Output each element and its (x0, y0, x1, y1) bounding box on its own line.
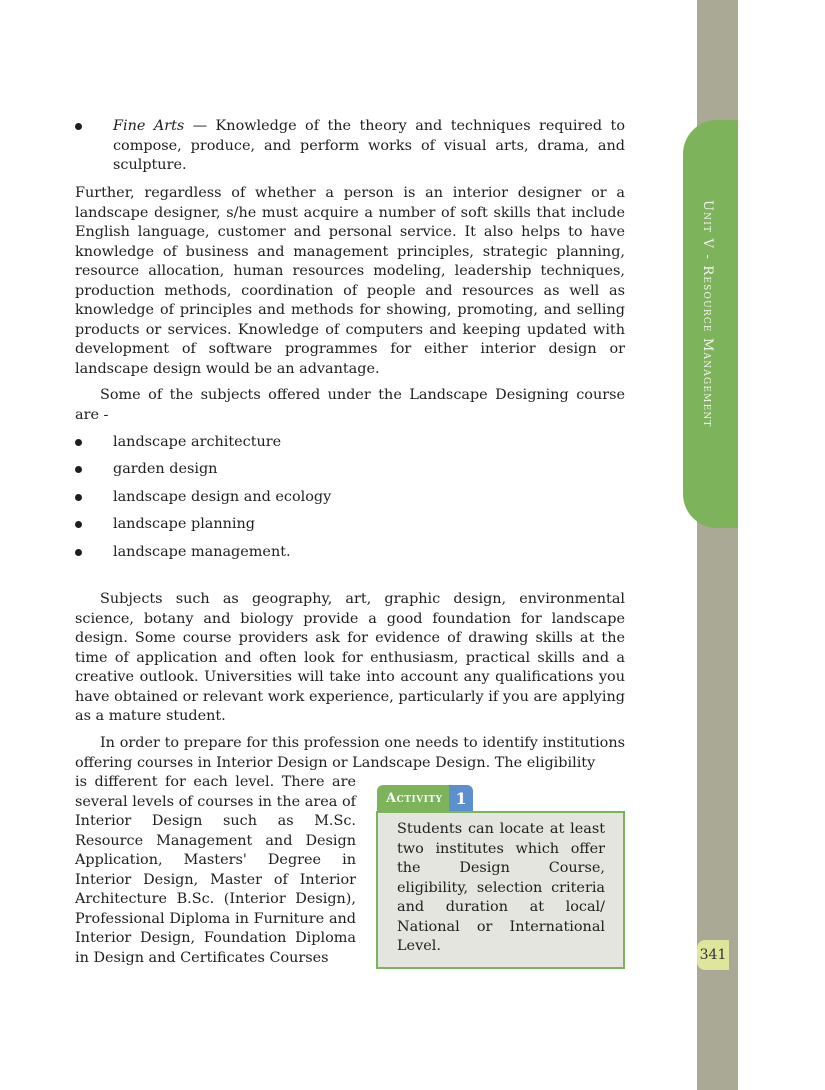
activity-label: Activity (377, 785, 449, 812)
unit-label: Unit V - Resource Management (700, 200, 715, 428)
paragraph: Some of the subjects offered under the Landscape Designing course are - (75, 387, 625, 423)
list-item-text: landscape planning (113, 516, 256, 532)
term: Fine Arts (113, 118, 185, 134)
bullet-icon (75, 549, 82, 556)
bullet-icon (75, 521, 82, 528)
bullet-text (113, 117, 625, 176)
list-item-text: landscape design and ecology (113, 489, 332, 505)
paragraph-continued: is different for each level. There are several levels of courses in the area of Interior Design such as M.Sc. Resource Management and Design Application, Masters' Degree in Interior Design, Master of Interior Architecture B.Sc. (Interior Design), Professional Diploma in Furniture and Interior Design, Foundation Diploma in Design and Certificates Courses (75, 774, 356, 966)
paragraph: In order to prepare for this profession one needs to identify institutions offering courses in Interior Design or Landscape Design. The eligibility (75, 735, 625, 771)
activity-number: 1 (449, 785, 472, 812)
activity-text: Students can locate at least two institutes which offer the Design Course, eligibility, selection criteria and duration at local/ National or International Level. (397, 821, 605, 954)
activity-tag (377, 785, 473, 812)
term-description: — Knowledge of the theory and techniques required to compose, produce, and perform works of visual arts, drama, and sculpture. (113, 118, 625, 173)
page-number: 341 (697, 940, 729, 970)
paragraph: Subjects such as geography, art, graphic design, environmental science, botany and biology provide a good foundation for landscape design. Some course providers ask for evidence of drawing skills at the time of application and often look for enthusiasm, practical skills and a creative outlook. Universities will take into account any qualifications you have obtained or relevant work experience, particularly if you are applying as a mature student. (75, 591, 625, 724)
list-item-text: landscape architecture (113, 434, 282, 450)
bullet-icon (75, 494, 82, 501)
bullet-icon (75, 439, 82, 446)
bullet-icon (75, 123, 82, 130)
list-item-text: landscape management. (113, 544, 291, 560)
paragraph: Further, regardless of whether a person is an interior designer or a landscape designer, s/he must acquire a number of soft skills that include English language, customer and personal service. It also helps to have knowledge of business and management principles, strategic planning, resource allocation, human resources modeling, leadership techniques, production methods, coordination of people and resources as well as knowledge of principles and methods for showing, promoting, and selling products or services. Knowledge of computers and keeping updated with development of software programmes for either interior design or landscape design would be an advantage. (75, 185, 625, 377)
list-item-text: garden design (113, 461, 218, 477)
bullet-icon (75, 466, 82, 473)
activity-box (376, 811, 625, 969)
